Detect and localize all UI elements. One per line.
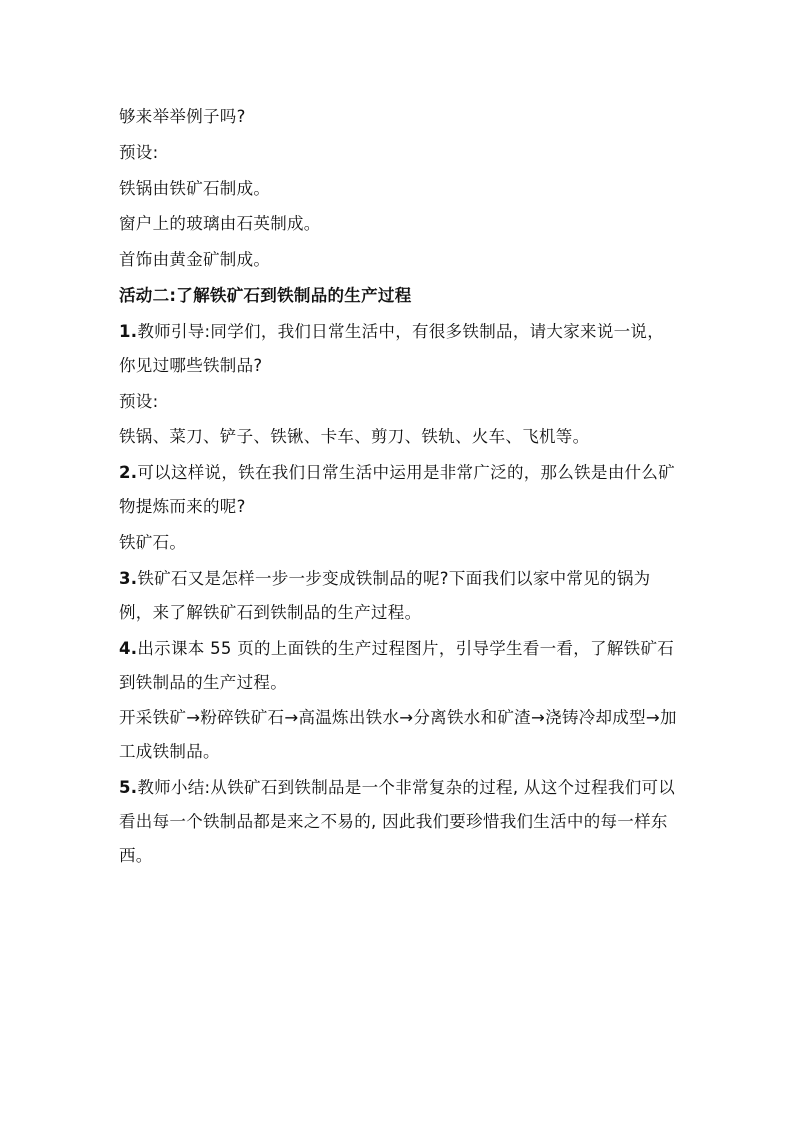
paragraph-example-iron-pot: 铁锅由铁矿石制成。 [119, 178, 271, 198]
paragraph-iron-products-list: 铁锅、菜刀、铲子、铁锹、卡车、剪刀、铁轨、火车、飞机等。 [119, 427, 590, 447]
step-text: 教师引导:同学们，我们日常生活中，有很多铁制品，请大家来说一说，你见过哪些铁制品? [119, 321, 665, 375]
step-text: 可以这样说，铁在我们日常生活中运用是非常广泛的，那么铁是由什么矿物提炼而来的呢? [119, 463, 675, 517]
activity-two-heading: 活动二:了解铁矿石到铁制品的生产过程 [119, 285, 412, 305]
document-body [119, 100, 679, 875]
paragraph-preset-label: 预设: [119, 142, 159, 162]
step-5-paragraph [119, 771, 679, 873]
step-number: 5. [119, 778, 138, 798]
step-number: 4. [119, 638, 138, 658]
paragraph-example-jewelry: 首饰由黄金矿制成。 [119, 250, 271, 270]
step-3-paragraph [119, 562, 679, 630]
step-text: 铁矿石又是怎样一步一步变成铁制品的呢?下面我们以家中常见的锅为例，来了解铁矿石到铁制品的生产过程。 [119, 568, 651, 622]
paragraph-example-glass: 窗户上的玻璃由石英制成。 [119, 214, 321, 234]
paragraph-production-flow: 开采铁矿→粉碎铁矿石→高温炼出铁水→分离铁水和矿渣→浇铸冷却成型→加工成铁制品。 [119, 708, 677, 762]
paragraph-answer-iron-ore: 铁矿石。 [119, 532, 187, 552]
step-number: 1. [119, 321, 138, 341]
step-number: 3. [119, 568, 138, 588]
paragraph-preset-label: 预设: [119, 391, 159, 411]
step-1-paragraph [119, 315, 679, 383]
step-text: 教师小结:从铁矿石到铁制品是一个非常复杂的过程, 从这个过程我们可以看出每一个铁制品都是来之不易的, 因此我们要珍惜我们生活中的每一样东西。 [119, 778, 676, 866]
step-4-paragraph [119, 632, 679, 700]
step-text: 出示课本 55 页的上面铁的生产过程图片，引导学生看一看，了解铁矿石到铁制品的生产过程。 [119, 638, 675, 692]
paragraph-question-continuation: 够来举举例子吗? [119, 107, 246, 126]
step-2-paragraph [119, 456, 679, 524]
step-number: 2. [119, 463, 138, 483]
